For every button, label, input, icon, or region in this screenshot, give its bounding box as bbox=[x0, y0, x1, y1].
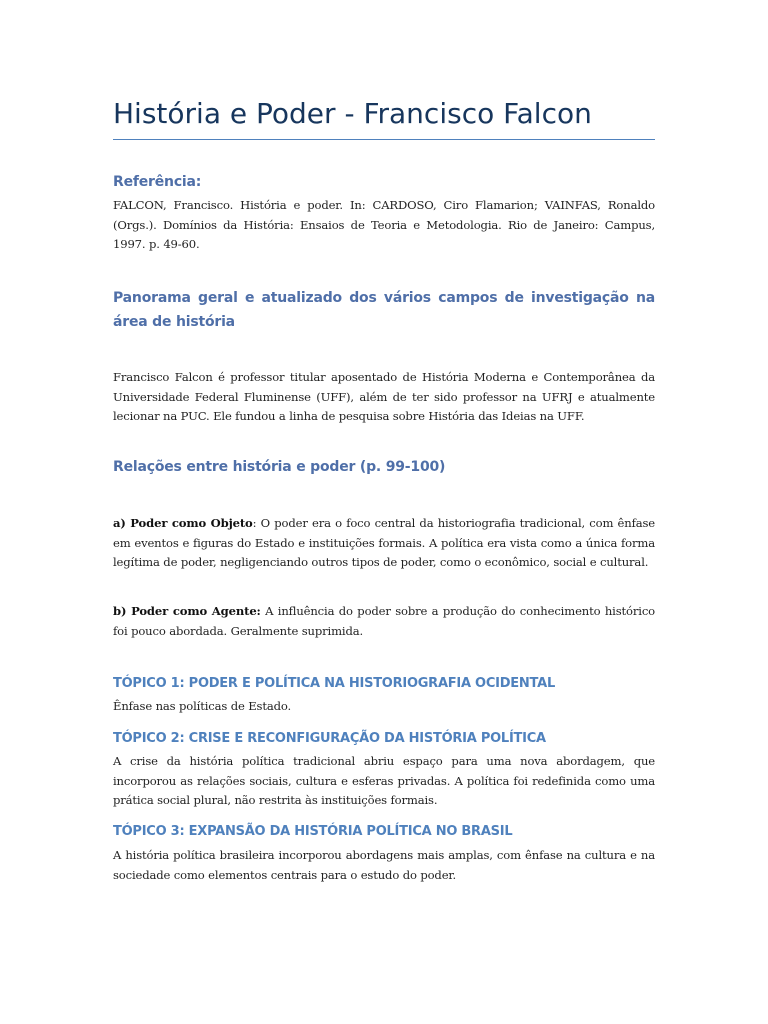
topic-1-text: Ênfase nas políticas de Estado. bbox=[113, 699, 292, 713]
item-a-text: : O poder era o foco central da historiografia tradicional, com ênfase em eventos e figuras do Estado e instituições formais. A política era vista como a única forma legítima de poder, negligenciando outros tipos de poder, como o econômico, social e cultural. bbox=[113, 516, 656, 569]
item-b-label: b) Poder como Agente: bbox=[113, 604, 261, 618]
panorama-heading: Panorama geral e atualizado dos vários campos de investigação na área de história bbox=[113, 290, 655, 330]
reference-text: FALCON, Francisco. História e poder. In: CARDOSO, Ciro Flamarion; VAINFAS, Ronaldo (Orgs.). Domínios da História: Ensaios de Teoria e Metodologia. Rio de Janeiro: Campus, 1997. p. 49-60. bbox=[113, 198, 655, 251]
document-title: História e Poder - Francisco Falcon bbox=[113, 97, 592, 130]
topic-2-heading: TÓPICO 2: CRISE E RECONFIGURAÇÃO DA HISTÓRIA POLÍTICA bbox=[113, 731, 546, 746]
topic-3-text: A história política brasileira incorporou abordagens mais amplas, com ênfase na cultura e na sociedade como elementos centrais para o estudo do poder. bbox=[113, 848, 655, 882]
item-a-paragraph bbox=[113, 514, 655, 573]
panorama-text: Francisco Falcon é professor titular aposentado de História Moderna e Contemporânea da Universidade Federal Fluminense (UFF), além de ter sido professor na UFRJ e atualmente lecionar na PUC. Ele fundou a linha de pesquisa sobre História das Ideias na UFF. bbox=[113, 370, 655, 423]
relations-heading: Relações entre história e poder (p. 99-100) bbox=[113, 459, 446, 475]
item-b-paragraph bbox=[113, 602, 655, 641]
topic-1-heading: TÓPICO 1: PODER E POLÍTICA NA HISTORIOGRAFIA OCIDENTAL bbox=[113, 676, 555, 691]
reference-heading: Referência: bbox=[113, 174, 202, 190]
item-b-text: A influência do poder sobre a produção do conhecimento histórico foi pouco abordada. Geralmente suprimida. bbox=[113, 604, 656, 638]
item-a-label: a) Poder como Objeto bbox=[113, 516, 253, 530]
topic-2-text: A crise da história política tradicional abriu espaço para uma nova abordagem, que incorporou as relações sociais, cultura e esferas privadas. A política foi redefinida como uma prática social plural, não restrita às instituições formais. bbox=[113, 754, 655, 807]
topic-3-heading: TÓPICO 3: EXPANSÃO DA HISTÓRIA POLÍTICA NO BRASIL bbox=[113, 824, 513, 839]
title-underline bbox=[113, 139, 655, 140]
